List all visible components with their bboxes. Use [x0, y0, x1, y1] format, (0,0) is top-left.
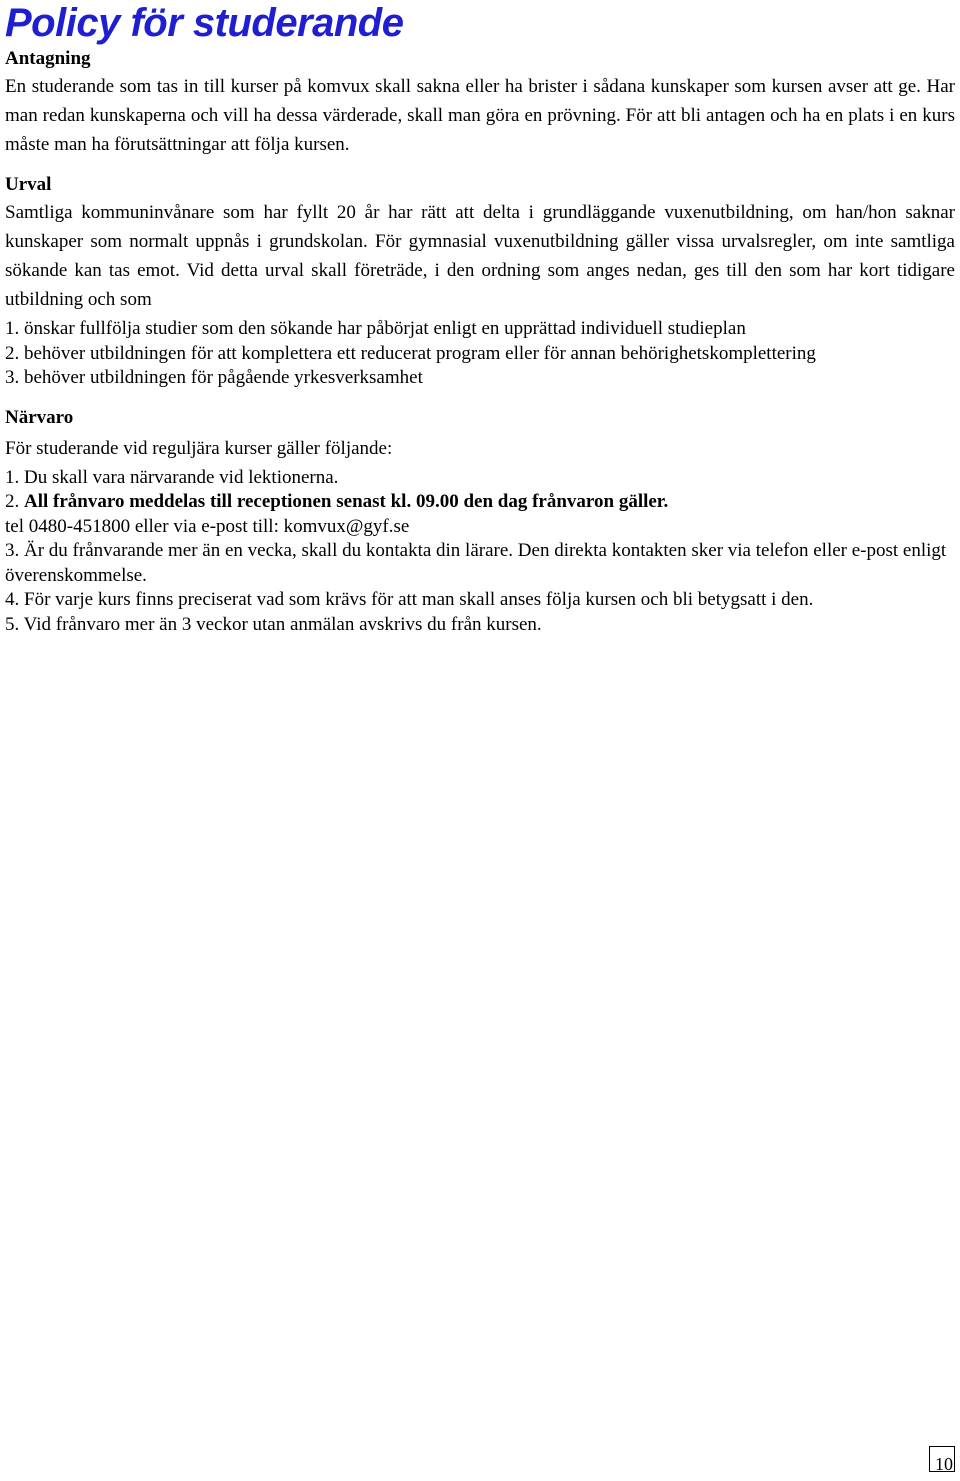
- paragraph-narvaro-intro: För studerande vid reguljära kurser gäller följande:: [5, 437, 393, 459]
- paragraph-antagning: En studerande som tas in till kurser på komvux skall sakna eller ha brister i sådana kunskaper som kursen avser att ge. Har man redan kunskaperna och vill ha dessa värderade, skall man göra en prövning. För att bli antagen och ha en plats i en kurs måste man ha förutsättningar att följa kursen.: [5, 76, 955, 155]
- list-item: 5. Vid frånvaro mer än 3 veckor utan anmälan avskrivs du från kursen.: [5, 613, 542, 635]
- contact-line: tel 0480-451800 eller via e-post till: komvux@gyf.se: [5, 515, 410, 537]
- urval-list: [5, 317, 955, 391]
- section-narvaro: [5, 405, 955, 638]
- list-item: 2. behöver utbildningen för att komplettera ett reducerat program eller för annan behörighetskomplettering: [5, 342, 816, 364]
- section-heading-urval: Urval: [5, 174, 52, 195]
- page-number: 10: [929, 1446, 955, 1472]
- list-item: 1. önskar fullfölja studier som den sökande har påbörjat enligt en upprättad individuell studieplan: [5, 318, 746, 339]
- section-heading-antagning: Antagning: [5, 48, 91, 69]
- section-heading-narvaro: Närvaro: [5, 406, 74, 428]
- section-urval: [5, 172, 955, 391]
- paragraph-urval: Samtliga kommuninvånare som har fyllt 20 år har rätt att delta i grundläggande vuxenutbildning, om han/hon saknar kunskaper som normalt uppnås i grundskolan. För gymnasial vuxenutbildning gäller vissa urvalsregler, om inte samtliga sökande kan tas emot. Vid detta urval skall företräde, i den ordning som anges nedan, ges till den som har kort tidigare utbildning och som: [5, 202, 955, 310]
- list-item: [5, 490, 955, 515]
- list-item: 4. För varje kurs finns preciserat vad som krävs för att man skall anses följa kursen och bli betygsatt i den.: [5, 589, 814, 610]
- list-item: 1. Du skall vara närvarande vid lektionerna.: [5, 466, 339, 488]
- list-item-bold-text: All frånvaro meddelas till receptionen senast kl. 09.00 den dag frånvaron gäller.: [24, 491, 669, 512]
- page-title: Policy för studerande: [5, 1, 404, 45]
- list-item: 3. behöver utbildningen för pågående yrkesverksamhet: [5, 367, 423, 388]
- list-item-number: 2.: [5, 491, 24, 512]
- document-page: [5, 0, 955, 637]
- section-antagning: [5, 46, 955, 159]
- list-item: 3. Är du frånvarande mer än en vecka, skall du kontakta din lärare. Den direkta kontakten sker via telefon eller e-post enligt överenskommelse.: [5, 540, 947, 586]
